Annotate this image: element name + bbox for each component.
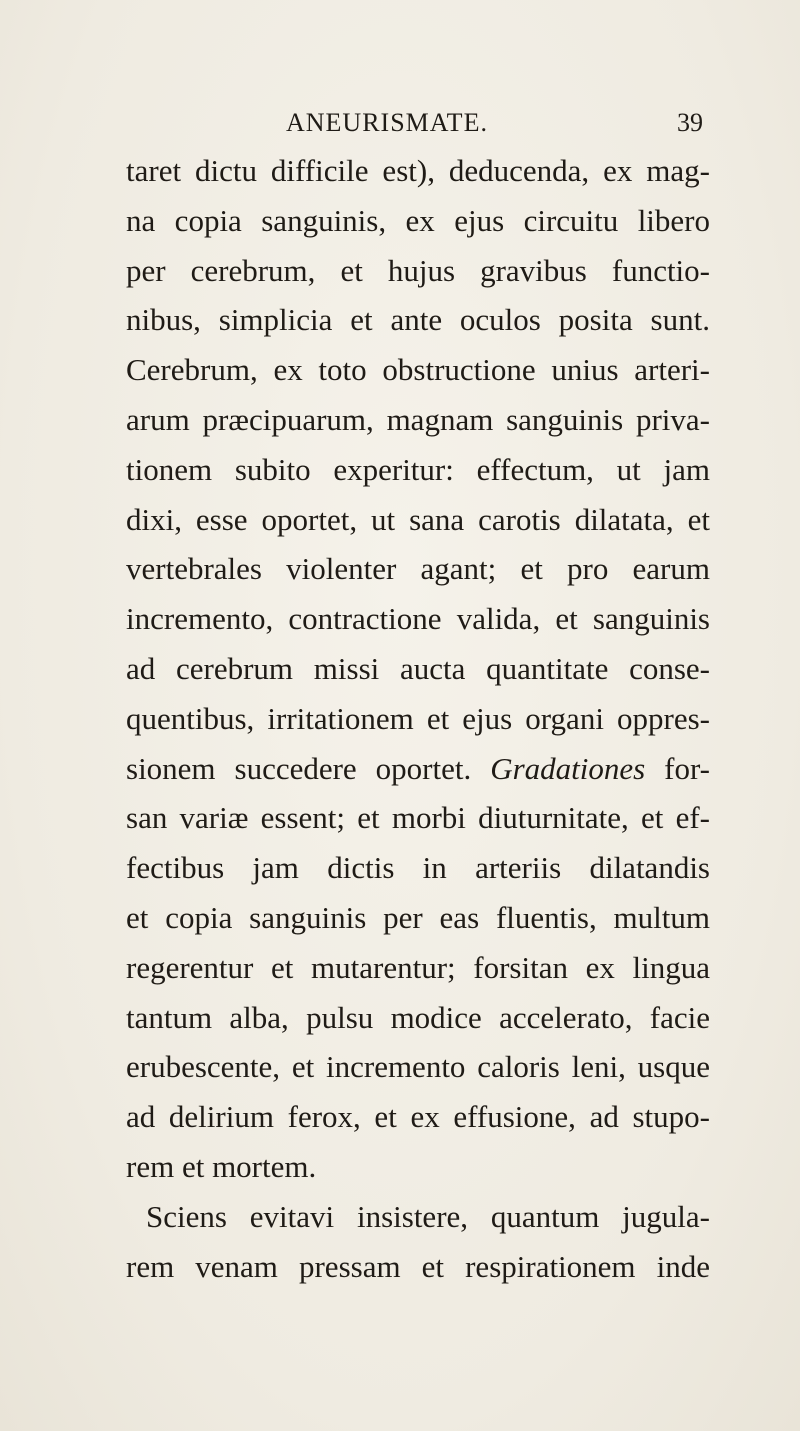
text-line <box>126 1092 710 1142</box>
body-text <box>126 146 710 1291</box>
paragraph-start-line <box>126 1192 710 1242</box>
text-segment: vertebrales violenter agant; et pro earum <box>126 551 710 587</box>
text-segment: dixi, esse oportet, ut sana carotis dilatata, et <box>126 501 710 537</box>
text-line <box>126 843 710 893</box>
text-line <box>126 345 710 395</box>
italic-term: Gradationes <box>490 750 646 786</box>
text-line <box>126 644 710 694</box>
text-segment: erubescente, et incremento caloris leni, usque <box>126 1049 710 1085</box>
text-segment: tantum alba, pulsu modice accelerato, facie <box>126 999 710 1035</box>
text-line <box>126 196 710 246</box>
running-title: ANEURISMATE. <box>286 108 488 137</box>
text-line <box>126 893 710 943</box>
text-line <box>126 943 710 993</box>
text-segment: for- <box>645 750 710 786</box>
text-segment: san variæ essent; et morbi diuturnitate, et ef- <box>126 800 710 836</box>
text-segment: rem venam pressam et respirationem inde <box>126 1248 710 1284</box>
text-segment: incremento, contractione valida, et sanguinis <box>126 601 710 637</box>
text-line <box>126 594 710 644</box>
text-segment: ad cerebrum missi aucta quantitate conse- <box>126 650 710 686</box>
text-line <box>126 544 710 594</box>
text-segment: sionem succedere oportet. <box>126 750 491 786</box>
text-segment: taret dictu difficile est), deducenda, ex mag- <box>126 153 710 188</box>
text-segment: Sciens evitavi insistere, quantum jugula- <box>146 1198 710 1234</box>
text-segment: regerentur et mutarentur; forsitan ex lingua <box>126 949 710 985</box>
text-segment: tionem subito experitur: effectum, ut jam <box>126 451 710 487</box>
text-line <box>126 295 710 345</box>
text-line <box>126 1242 710 1292</box>
text-segment: nibus, simplicia et ante oculos posita sunt. <box>126 302 710 338</box>
running-head <box>0 96 800 136</box>
text-line <box>126 694 710 744</box>
text-line <box>126 744 710 794</box>
page-number: 39 <box>677 108 703 137</box>
paragraph-end-line <box>126 1142 710 1192</box>
text-line <box>126 793 710 843</box>
text-segment: rem et mortem. <box>126 1148 317 1184</box>
text-line <box>126 495 710 545</box>
text-line <box>126 246 710 296</box>
text-line <box>126 993 710 1043</box>
text-segment: fectibus jam dictis in arteriis dilatandis <box>126 850 710 886</box>
text-line <box>126 395 710 445</box>
text-line <box>126 146 710 196</box>
text-segment: arum præcipuarum, magnam sanguinis priva- <box>126 401 710 437</box>
text-segment: na copia sanguinis, ex ejus circuitu libero <box>126 202 710 238</box>
text-segment: et copia sanguinis per eas fluentis, multum <box>126 899 710 935</box>
text-segment: Cerebrum, ex toto obstructione unius arteri- <box>126 352 710 388</box>
text-segment: ad delirium ferox, et ex effusione, ad stupo- <box>126 1099 710 1135</box>
text-segment: quentibus, irritationem et ejus organi oppres- <box>126 700 710 736</box>
text-line <box>126 1042 710 1092</box>
text-line <box>126 445 710 495</box>
text-segment: per cerebrum, et hujus gravibus functio- <box>126 252 710 288</box>
